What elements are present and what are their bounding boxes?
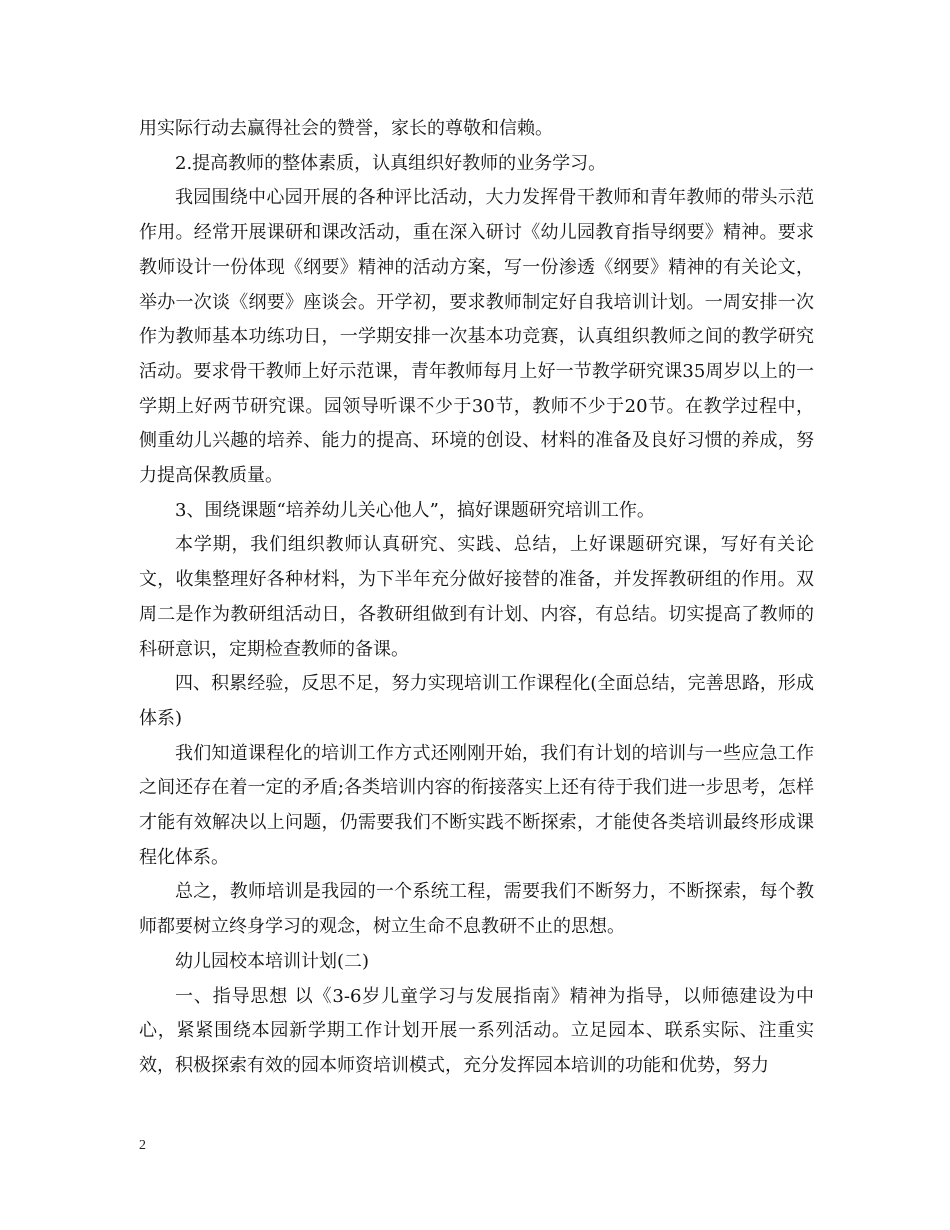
paragraph-5: 本学期，我们组织教师认真研究、实践、总结，上好课题研究课，写好有关论文，收集整理好各种材料，为下半年充分做好接替的准备，并发挥教研组的作用。双周二是作为教研组活动日，各教研组做到有计划、内容，有总结。切实提高了教师的科研意识，定期检查教师的备课。 <box>139 534 814 660</box>
paragraph-2: 2.提高教师的整体素质，认真组织好教师的业务学习。 <box>175 152 607 174</box>
paragraph-8: 总之，教师培训是我园的一个系统工程，需要我们不断努力，不断探索，每个教师都要树立终身学习的观念，树立生命不息教研不止的思想。 <box>139 881 814 938</box>
paragraph-10: 一、指导思想 以《3-6岁儿童学习与发展指南》精神为指导，以师德建设为中心，紧紧围绕本园新学期工作计划开展一系列活动。立足园本、联系实际、注重实效，积极探索有效的园本师资培训模式，充分发挥园本培训的功能和优势，努力 <box>139 985 814 1076</box>
paragraph-6: 四、积累经验，反思不足，努力实现培训工作课程化(全面总结，完善思路，形成体系) <box>139 673 814 729</box>
paragraph-7: 我们知道课程化的培训工作方式还刚刚开始，我们有计划的培训与一些应急工作之间还存在着一定的矛盾;各类培训内容的衔接落实上还有待于我们进一步思考，怎样才能有效解决以上问题，仍需要我们不断实践不断探索，才能使各类培训最终形成课程化体系。 <box>139 742 814 868</box>
paragraph-4: 3、围绕课题“培养幼儿关心他人”，搞好课题研究培训工作。 <box>175 499 655 521</box>
paragraph-3: 我园围绕中心园开展的各种评比活动，大力发挥骨干教师和青年教师的带头示范作用。经常开展课研和课改活动，重在深入研讨《幼儿园教育指导纲要》精神。要求教师设计一份体现《纲要》精神的活动方案，写一份渗透《纲要》精神的有关论文，举办一次谈《纲要》座谈会。开学初，要求教师制定好自我培训计划。一周安排一次作为教师基本功练功日，一学期安排一次基本功竞赛，认真组织教师之间的教学研究活动。要求骨干教师上好示范课，青年教师每月上好一节教学研究课35周岁以上的一学期上好两节研究课。园领导听课不少于30节，教师不少于20节。在教学过程中，侧重幼儿兴趣的培养、能力的提高、环境的创设、材料的准备及良好习惯的养成，努力提高保教质量。 <box>139 187 814 487</box>
document-body <box>139 112 814 1084</box>
paragraph-1: 用实际行动去赢得社会的赞誉，家长的尊敬和信赖。 <box>139 118 553 139</box>
section-heading: 幼儿园校本培训计划(二) <box>175 950 370 972</box>
page-number: 2 <box>139 1138 146 1153</box>
